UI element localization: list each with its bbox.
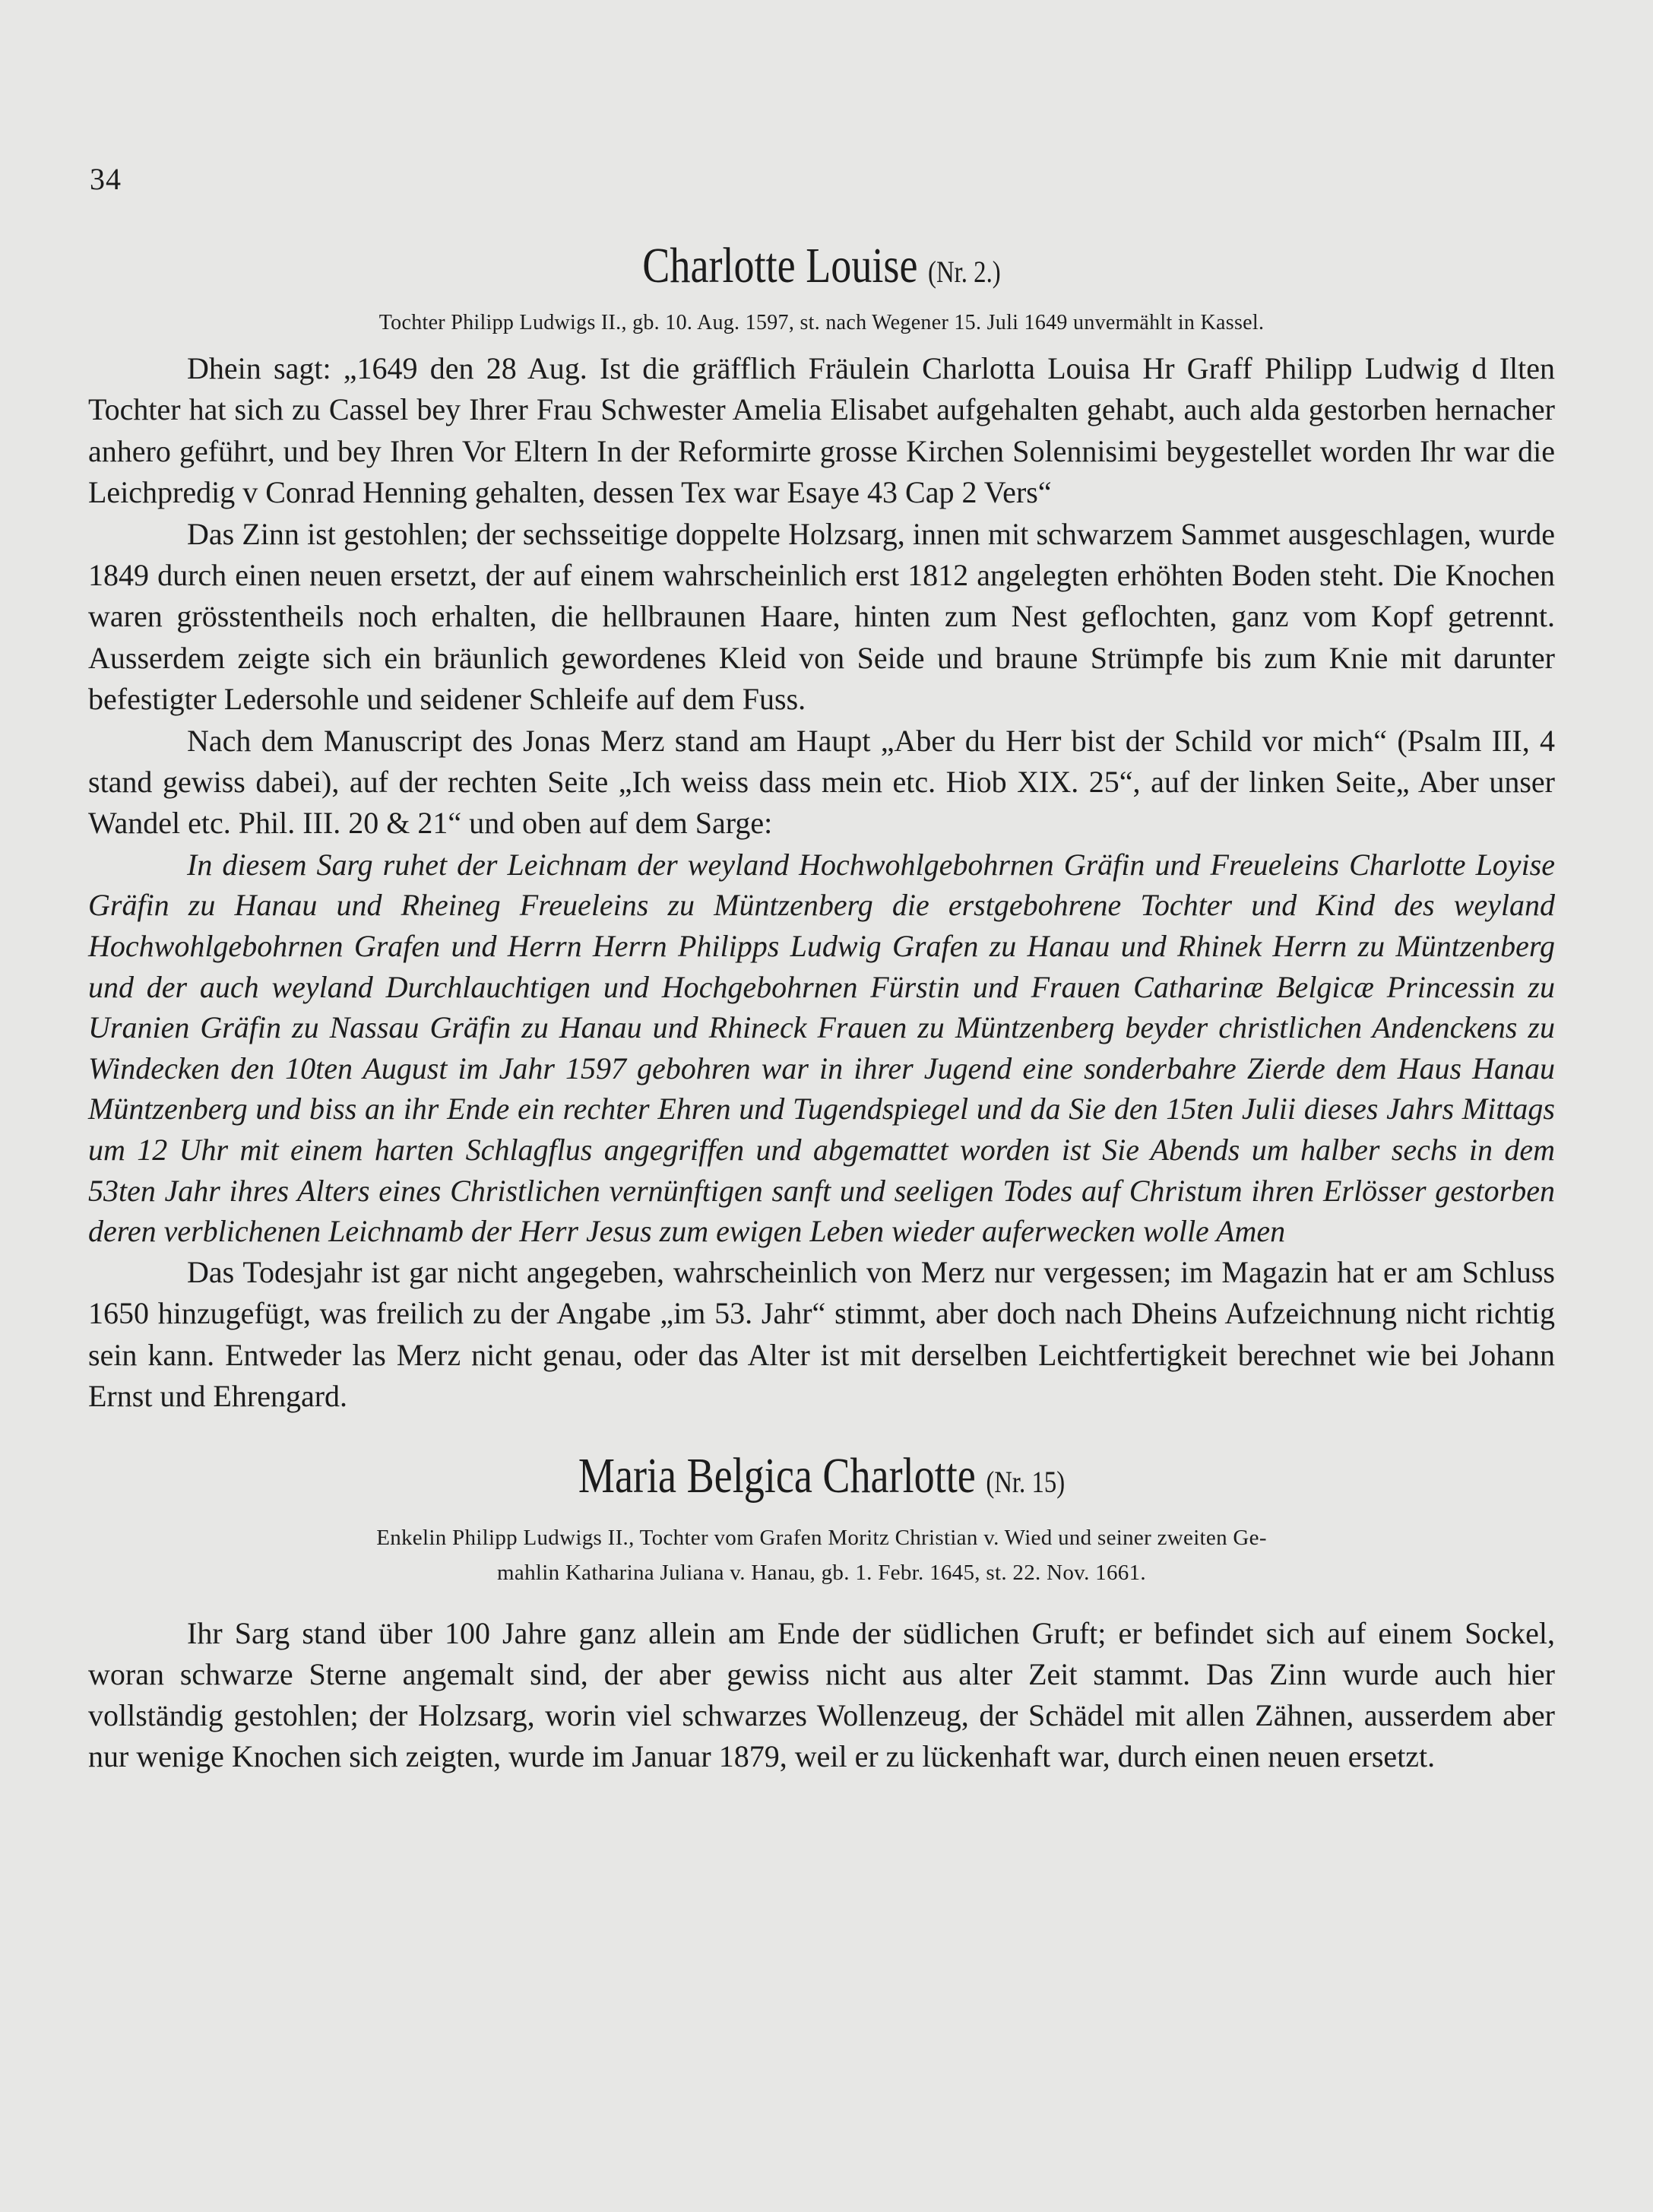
paragraph: Nach dem Manuscript des Jonas Merz stand am Haupt „Aber du Herr bist der Schild vor mich“ (Psalm III, 4 stand gewiss dabei), auf der rechten Seite „Ich weiss dass mein etc. Hiob XIX. 25“, auf der linken Seite„ Aber unser Wandel etc. Phil. III. 20 & 21“ und oben auf dem Sarge: bbox=[88, 723, 1555, 841]
heading-name: Charlotte Louise bbox=[642, 238, 918, 293]
section-heading-maria-belgica-charlotte bbox=[220, 1446, 1423, 1513]
page-number: 34 bbox=[90, 162, 122, 196]
page-content bbox=[88, 236, 1555, 1777]
section-subtitle bbox=[88, 1520, 1555, 1590]
section-subtitle: Tochter Philipp Ludwigs II., gb. 10. Aug. 1597, st. nach Wegener 15. Juli 1649 unvermählt in Kassel. bbox=[378, 311, 1265, 334]
section-heading-charlotte-louise bbox=[220, 236, 1423, 303]
subtitle-line: Enkelin Philipp Ludwigs II., Tochter vom Grafen Moritz Christian v. Wied und seiner zweiten Ge- bbox=[376, 1526, 1267, 1551]
subtitle-line: mahlin Katharina Juliana v. Hanau, gb. 1. Febr. 1645, st. 22. Nov. 1661. bbox=[497, 1561, 1146, 1586]
heading-number: (Nr. 2.) bbox=[928, 255, 1001, 289]
heading-name: Maria Belgica Charlotte bbox=[578, 1448, 976, 1504]
coffin-inscription: In diesem Sarg ruhet der Leichnam der weyland Hochwohlgebohrnen Gräfin und Freueleins Charlotte Loyise Gräfin zu Hanau und Rheineg Freueleins zu Müntzenberg die erstgebohrene Tochter und Kind des weyland Hochwohlgebohrnen Grafen und Herrn Herrn Philipps Ludwig Grafen zu Hanau und Rhinek Herrn zu Müntzenberg und der auch weyland Durchlauchtigen und Hochgebohrnen Fürstin und Frauen Catharinæ Belgicæ Princessin zu Uranien Gräfin zu Nassau Gräfin zu Hanau und Rhineck Frauen zu Müntzenberg beyder christlichen Andenckens zu Windecken den 10ten August im Jahr 1597 gebohren war in ihrer Jugend eine sonderbahre Zierde dem Haus Hanau Müntzenberg und biss an ihr Ende ein rechter Ehren und Tugendspiegel und da Sie den 15ten Julii dieses Jahrs Mittags um 12 Uhr mit einem harten Schlagflus angegriffen und abgemattet worden ist Sie Abends um halber sechs in dem 53ten Jahr ihres Alters eines Christlichen vernünftigen sanft und seeligen Todes auf Christum ihren Erlösser gestorben deren verblichenen Leichnamb der Herr Jesus zum ewigen Leben wieder auferwecken wolle Amen bbox=[88, 847, 1555, 1249]
heading-number: (Nr. 15) bbox=[986, 1465, 1066, 1500]
paragraph: Dhein sagt: „1649 den 28 Aug. Ist die gräfflich Fräulein Charlotta Louisa Hr Graff Philipp Ludwig d Ilten Tochter hat sich zu Cassel bey Ihrer Frau Schwester Amelia Elisabet aufgehalten gehabt, auch alda gestorben hernacher anhero geführt, und bey Ihren Vor Eltern In der Reformirte grosse Kirchen Solennisimi beygestellet worden Ihr war die Leichpredig v Conrad Henning gehalten, dessen Tex war Esaye 43 Cap 2 Vers“ bbox=[88, 351, 1555, 510]
paragraph: Das Todesjahr ist gar nicht angegeben, wahrscheinlich von Merz nur vergessen; im Magazin hat er am Schluss 1650 hinzugefügt, was freilich zu der Angabe „im 53. Jahr“ stimmt, aber doch nach Dheins Aufzeichnung nicht richtig sein kann. Entweder las Merz nicht genau, oder das Alter ist mit derselben Leichtfertigkeit berechnet wie bei Johann Ernst und Ehrengard. bbox=[88, 1254, 1555, 1414]
paragraph: Das Zinn ist gestohlen; der sechsseitige doppelte Holzsarg, innen mit schwarzem Sammet ausgeschlagen, wurde 1849 durch einen neuen ersetzt, der auf einem wahrscheinlich erst 1812 angelegten erhöhten Boden steht. Die Knochen waren grösstentheils noch erhalten, die hellbraunen Haare, hinten zum Nest geflochten, ganz vom Kopf getrennt. Ausserdem zeigte sich ein bräunlich gewordenes Kleid von Seide und braune Strümpfe bis zum Knie mit darunter befestigter Ledersohle und seidener Schleife auf dem Fuss. bbox=[88, 516, 1555, 717]
paragraph: Ihr Sarg stand über 100 Jahre ganz allein am Ende der südlichen Gruft; er befindet sich auf einem Sockel, woran schwarze Sterne angemalt sind, der aber gewiss nicht aus alter Zeit stammt. Das Zinn wurde auch hier vollständig gestohlen; der Holzsarg, worin viel schwarzes Wollenzeug, der Schädel mit allen Zähnen, ausserdem aber nur wenige Knochen sich zeigten, wurde im Januar 1879, weil er zu lückenhaft war, durch einen neuen ersetzt. bbox=[88, 1616, 1555, 1774]
